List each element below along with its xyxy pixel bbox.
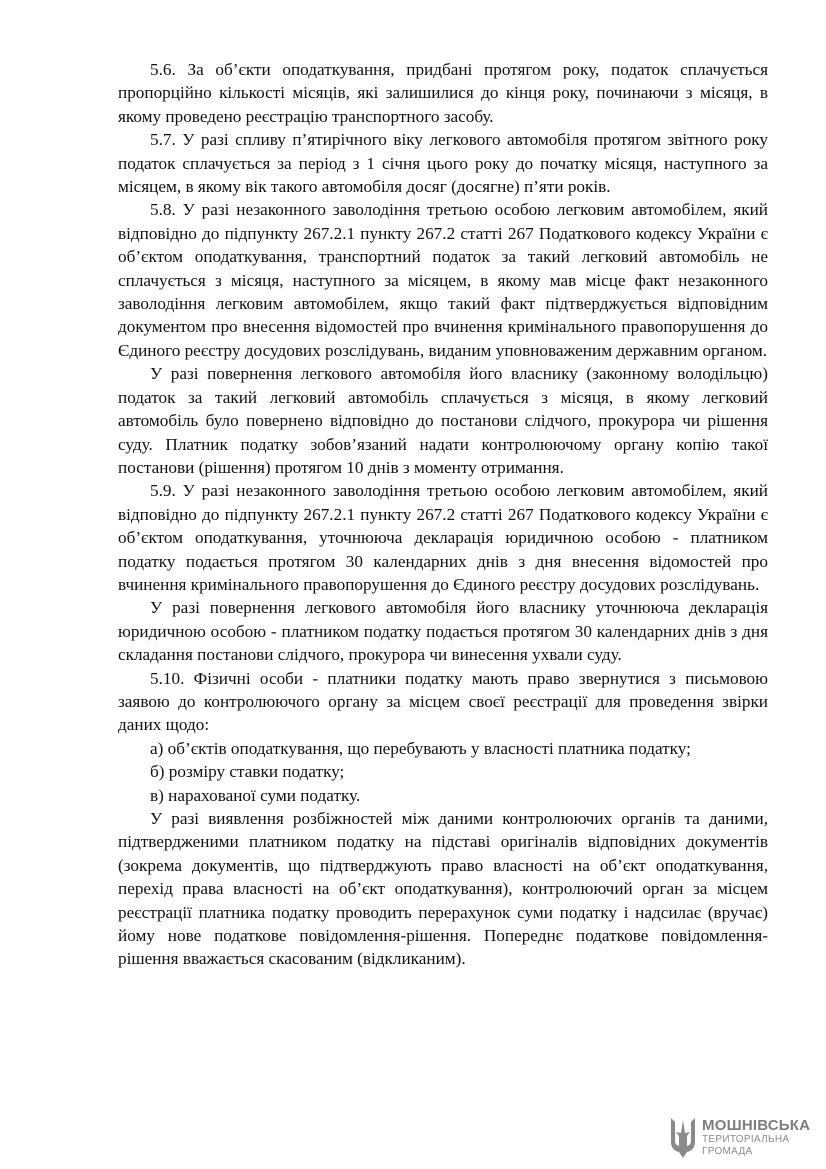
logo-title: МОШНІВСЬКА bbox=[702, 1116, 811, 1134]
logo-subtitle-1: ТЕРИТОРІАЛЬНА bbox=[702, 1133, 790, 1145]
list-item-a: а) об’єктів оподаткування, що перебувають у власності платника податку; bbox=[150, 738, 691, 758]
community-logo bbox=[668, 1113, 818, 1161]
paragraph-5-9: 5.9. У разі незаконного заволодіння третьою особою легковим автомобілем, який відповідно до підпункту 267.2.1 пункту 267.2 статті 267 Податкового кодексу України є об’єктом оподаткування, уточнююча декларація юридичною особою - платником податку подається протягом 30 календарних днів з дня внесення відомостей про вчинення кримінального правопорушення до Єдиного реєстру досудових розслідувань. bbox=[118, 481, 768, 594]
paragraph-5-7: 5.7. У разі спливу п’ятирічного віку легкового автомобіля протягом звітного року податок сплачується за період з 1 січня цього року до початку місяця, наступного за місяцем, в якому вік такого автомобіля досяг (досягне) п’яти років. bbox=[118, 130, 768, 197]
paragraph-5-8-return: У разі повернення легкового автомобіля його власнику (законному володільцю) податок за такий легковий автомобіль сплачується з місяця, в якому легковий автомобіль було повернено відповідно до постанови слідчого, прокурора чи рішення суду. Платник податку зобов’язаний надати контролюючому органу копію такої постанови (рішення) протягом 10 днів з моменту отримання. bbox=[118, 364, 768, 477]
paragraph-5-8: 5.8. У разі незаконного заволодіння третьою особою легковим автомобілем, який відповідно до підпункту 267.2.1 пункту 267.2 статті 267 Податкового кодексу України є об’єктом оподаткування, транспортний податок за такий легковий автомобіль не сплачується з місяця, наступного за місяцем, в якому мав місце факт незаконного заволодіння легковим автомобілем, якщо такий факт підтверджується відповідним документом про внесення відомостей про вчинення кримінального правопорушення до Єдиного реєстру досудових розслідувань, виданим уповноваженим державним органом. bbox=[118, 200, 768, 360]
paragraph-5-6: 5.6. За об’єкти оподаткування, придбані протягом року, податок сплачується пропорційно кількості місяців, які залишилися до кінця року, починаючи з місяця, в якому проведено реєстрацію транспортного засобу. bbox=[118, 60, 768, 126]
paragraph-5-10: 5.10. Фізичні особи - платники податку мають право звернутися з письмовою заявою до контролюючого органу за місцем своєї реєстрації для проведення звірки даних щодо: bbox=[118, 668, 768, 735]
paragraph-discrepancy: У разі виявлення розбіжностей між даними контролюючих органів та даними, підтвердженими платником податку на підставі оригіналів відповідних документів (зокрема документів, що підтверджують право власності на об’єкт оподаткування, перехід права власності на об’єкт оподаткування), контролюючий орган за місцем реєстрації платника податку проводить перерахунок суми податку і надсилає (вручає) йому нове податкове повідомлення-рішення. Попереднє податкове повідомлення-рішення вважається скасованим (відкликаним). bbox=[118, 809, 768, 969]
logo-subtitle-2: ГРОМАДА bbox=[702, 1145, 753, 1157]
list-item-v: в) нарахованої суми податку. bbox=[150, 785, 361, 805]
paragraph-5-9-return: У разі повернення легкового автомобіля його власнику уточнююча декларація юридичною особою - платником податку подається протягом 30 календарних днів з дня складання постанови слідчого, прокурора чи винесення ухвали суду. bbox=[118, 598, 768, 665]
trident-icon bbox=[668, 1114, 698, 1160]
list-item-b: б) розміру ставки податку; bbox=[150, 762, 345, 782]
document-body bbox=[118, 58, 768, 971]
